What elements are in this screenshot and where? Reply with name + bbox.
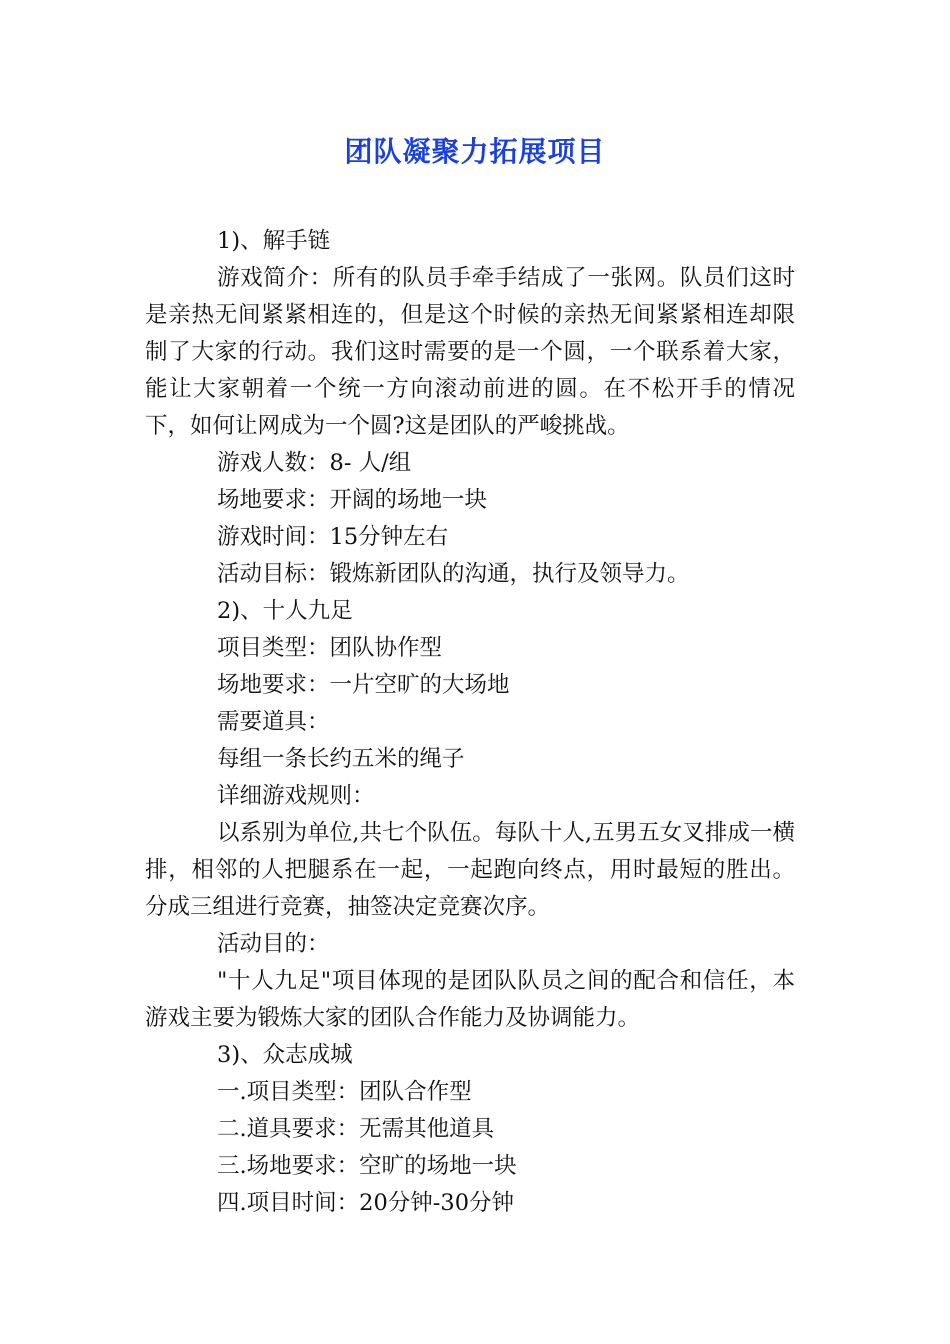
paragraph: 活动目的： — [217, 931, 330, 957]
paragraph: 活动目标：锻炼新团队的沟通，执行及领导力。 — [217, 561, 690, 587]
paragraph: 场地要求：开阔的场地一块 — [217, 487, 488, 513]
paragraph: 需要道具： — [217, 709, 330, 735]
paragraph: 游戏简介：所有的队员手牵手结成了一张网。队员们这时是亲热无间紧紧相连的，但是这个时候的亲热无间紧紧相连却限制了大家的行动。我们这时需要的是一个圆，一个联系着大家，能让大家朝着一个统一方向滚动前进的圆。在不松开手的情况下，如何让网成为一个圆?这是团队的严峻挑战。 — [145, 265, 795, 439]
paragraph: 游戏人数：8- 人/组 — [217, 450, 412, 476]
section-heading: 3)、众志成城 — [217, 1042, 353, 1068]
paragraph: 一.项目类型：团队合作型 — [217, 1079, 472, 1105]
paragraph: 四.项目时间：20分钟-30分钟 — [217, 1190, 515, 1216]
paragraph: 游戏时间：15分钟左右 — [217, 524, 449, 550]
paragraph: 每组一条长约五米的绳子 — [217, 746, 465, 772]
section-heading: 1)、解手链 — [217, 228, 331, 254]
paragraph: 二.道具要求：无需其他道具 — [217, 1116, 495, 1142]
page-title: 团队凝聚力拓展项目 — [344, 135, 606, 168]
paragraph: "十人九足"项目体现的是团队队员之间的配合和信任，本游戏主要为锻炼大家的团队合作能力及协调能力。 — [145, 968, 795, 1031]
paragraph: 三.场地要求：空旷的场地一块 — [217, 1153, 517, 1179]
section-heading: 2)、十人九足 — [217, 598, 353, 624]
paragraph: 场地要求：一片空旷的大场地 — [217, 672, 510, 698]
paragraph: 项目类型：团队协作型 — [217, 635, 443, 661]
paragraph: 以系别为单位,共七个队伍。每队十人,五男五女叉排成一横排，相邻的人把腿系在一起，一起跑向终点，用时最短的胜出。分成三组进行竞赛，抽签决定竞赛次序。 — [145, 820, 795, 920]
paragraph: 详细游戏规则： — [217, 783, 375, 809]
document-body — [145, 223, 795, 1222]
